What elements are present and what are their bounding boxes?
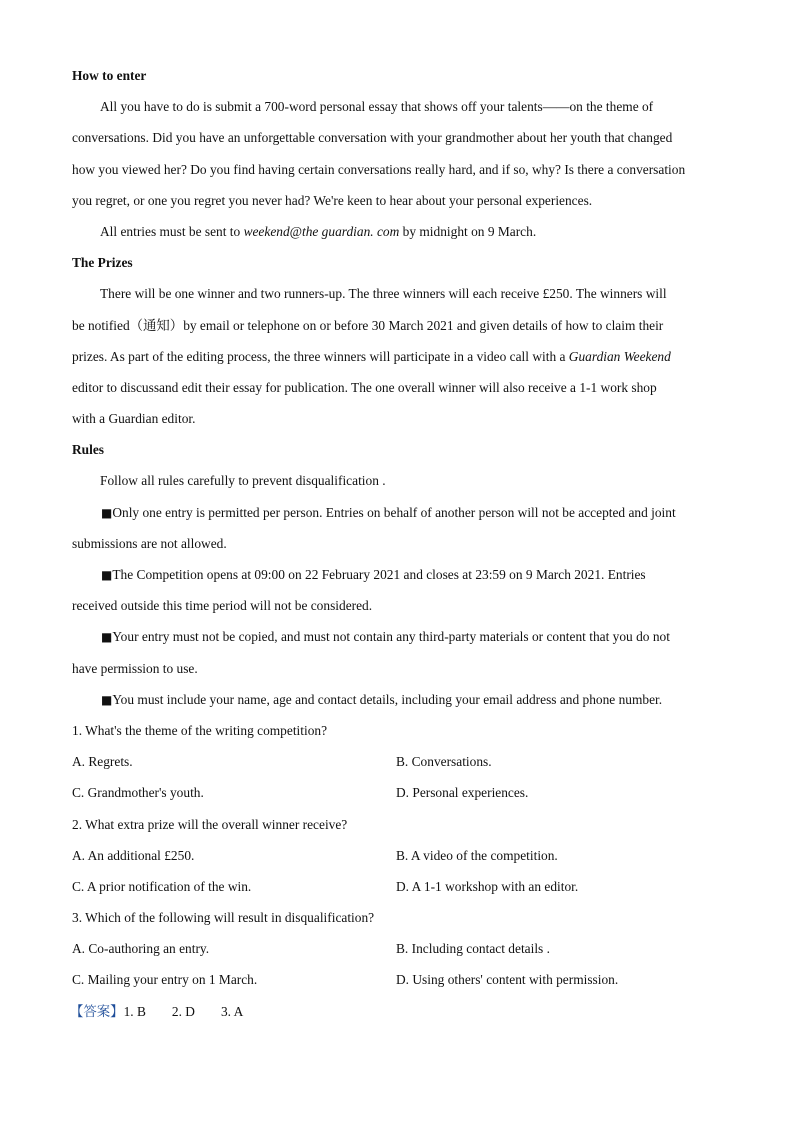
question-1-option-d: D. Personal experiences.	[396, 785, 529, 801]
rule-2-continued: received outside this time period will not be considered.	[72, 598, 373, 614]
question-1-option-a: A. Regrets.	[72, 754, 133, 770]
how-to-enter-line-1: All you have to do is submit a 700-word personal essay that shows off your talents——on the theme of	[100, 99, 654, 115]
question-2-options-row-2	[72, 871, 722, 902]
question-1-option-b: B. Conversations.	[396, 754, 492, 770]
answer-1: 1. B	[123, 1003, 146, 1019]
question-1-option-c: C. Grandmother's youth.	[72, 785, 204, 801]
prizes-line-3	[72, 341, 722, 372]
rule-1-continued: submissions are not allowed.	[72, 535, 227, 551]
rule-3	[72, 621, 722, 652]
question-2-option-b: B. A video of the competition.	[396, 847, 558, 863]
rule-4-text: You must include your name, age and contact details, including your email address and phone number.	[112, 691, 663, 707]
rule-1	[72, 497, 722, 528]
prizes-line-3-text: prizes. As part of the editing process, the three winners will participate in a video call with a	[72, 348, 569, 364]
how-to-enter-line-4: you regret, or one you regret you never had? We're keen to hear about your personal experiences.	[72, 192, 593, 208]
question-2-options-row-1	[72, 840, 722, 871]
answer-2: 2. D	[171, 1003, 195, 1019]
answer-line	[70, 996, 722, 1027]
how-to-enter-line-2: conversations. Did you have an unforgettable conversation with your grandmother about her youth that changed	[72, 130, 673, 146]
question-2-stem: 2. What extra prize will the overall winner receive?	[72, 816, 348, 832]
question-1-options-row-2	[72, 777, 722, 808]
question-3-option-b: B. Including contact details .	[396, 941, 550, 957]
rule-2-text: The Competition opens at 09:00 on 22 February 2021 and closes at 23:59 on 9 March 2021. Entries	[112, 567, 646, 582]
question-2-option-c: C. A prior notification of the win.	[72, 878, 252, 894]
entries-text-before: All entries must be sent to	[100, 223, 244, 239]
question-3-options-row-2	[72, 964, 722, 995]
heading-how-to-enter: How to enter	[72, 68, 147, 83]
entries-email: weekend@the guardian. com	[243, 223, 400, 239]
bullet-square-icon: ■	[101, 568, 113, 582]
question-2-option-d: D. A 1-1 workshop with an editor.	[396, 878, 579, 894]
heading-prizes: The Prizes	[72, 255, 133, 271]
bullet-square-icon: ■	[101, 505, 113, 520]
question-3-option-d: D. Using others' content with permission.	[396, 972, 619, 988]
question-3-option-c: C. Mailing your entry on 1 March.	[72, 972, 258, 988]
how-to-enter-line-3: how you viewed her? Do you find having certain conversations really hard, and if so, why? Is there a conversation	[72, 161, 686, 177]
document-page	[72, 60, 722, 1027]
question-3-options-row-1	[72, 933, 722, 964]
question-3-stem: 3. Which of the following will result in disqualification?	[72, 910, 375, 926]
heading-rules: Rules	[72, 442, 104, 458]
prizes-line-2: be notified（通知）by email or telephone on or before 30 March 2021 and given details of how to claim their	[72, 317, 664, 333]
rule-3-continued: have permission to use.	[72, 660, 198, 676]
rule-4	[72, 684, 722, 715]
bullet-square-icon: ■	[101, 692, 113, 707]
rule-3-text: Your entry must not be copied, and must not contain any third-party materials or content that you do not	[112, 629, 670, 645]
question-1-options-row-1	[72, 746, 722, 777]
rules-intro: Follow all rules carefully to prevent disqualification .	[100, 473, 386, 489]
rule-2	[72, 559, 722, 590]
question-1-stem: 1. What's the theme of the writing competition?	[72, 722, 328, 738]
entries-text-after: by midnight on 9 March.	[399, 223, 537, 239]
question-3-option-a: A. Co-authoring an entry.	[72, 941, 210, 957]
entries-instruction	[72, 216, 722, 247]
prizes-line-5: with a Guardian editor.	[72, 411, 196, 427]
question-2-option-a: A. An additional £250.	[72, 847, 195, 863]
bullet-square-icon: ■	[101, 630, 113, 645]
answer-3: 3. A	[220, 1003, 244, 1019]
prizes-line-4: editor to discussand edit their essay for publication. The one overall winner will also receive a 1-1 work shop	[72, 379, 657, 395]
prizes-publication-name: Guardian Weekend	[568, 348, 671, 364]
rule-1-text: Only one entry is permitted per person. Entries on behalf of another person will not be accepted and joint	[112, 504, 676, 520]
answer-label: 【答案】	[70, 1003, 124, 1019]
prizes-line-1: There will be one winner and two runners-up. The three winners will each receive £250. The winners will	[100, 286, 667, 302]
